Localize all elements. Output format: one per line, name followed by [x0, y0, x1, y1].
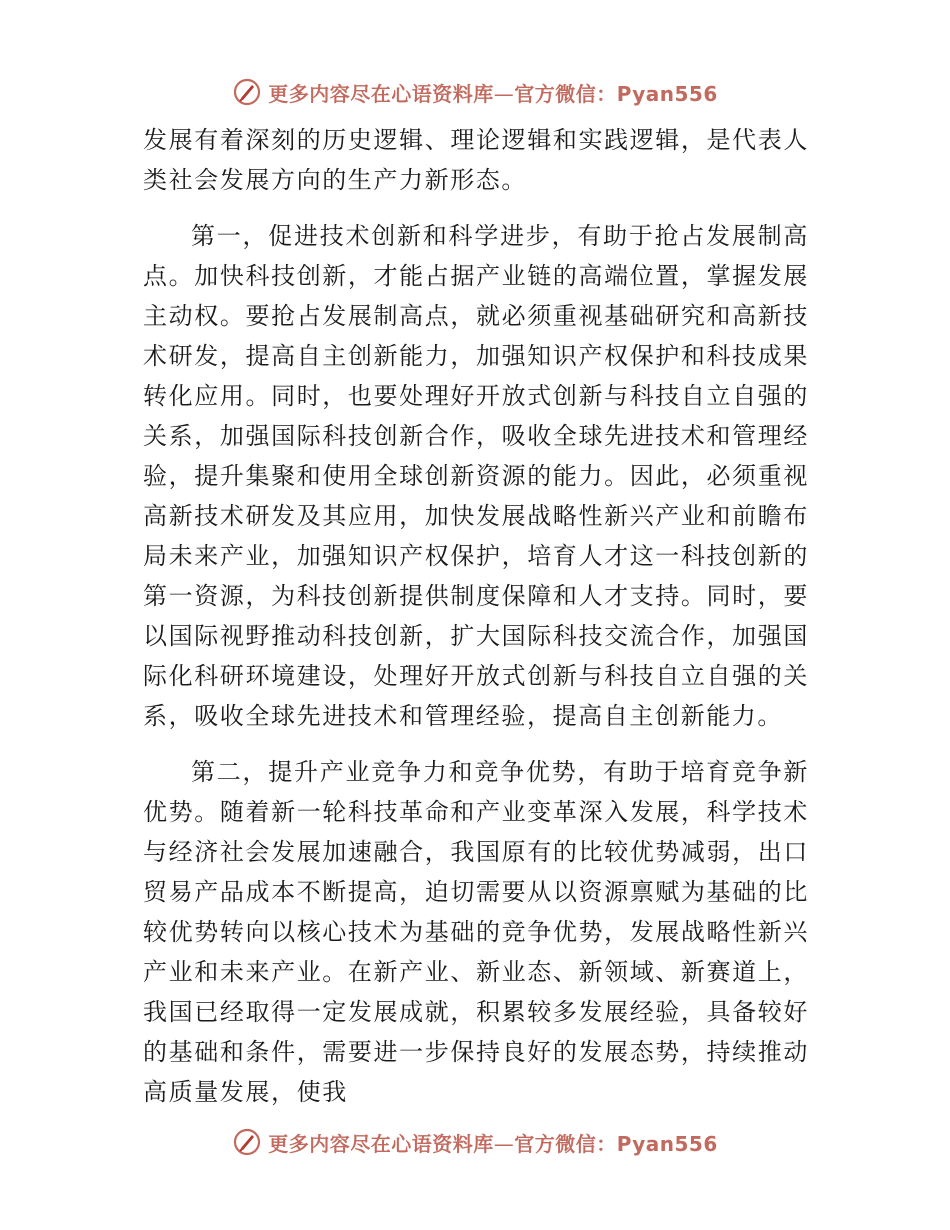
document-body — [143, 120, 809, 1112]
footer-banner-title: 更多内容尽在心语资料库 — [268, 1131, 494, 1156]
footer-watermark-banner — [0, 1122, 950, 1162]
quill-logo-icon — [232, 77, 262, 107]
paragraph-first-point: 第一，促进技术创新和科学进步，有助于抢占发展制高点。加快科技创新，才能占据产业链的高端位置，掌握发展主动权。要抢占发展制高点，就必须重视基础研究和高新技术研发，提高自主创新能力，加强知识产权保护和科技成果转化应用。同时，也要处理好开放式创新与科技自立自强的关系，加强国际科技创新合作，吸收全球先进技术和管理经验，提升集聚和使用全球创新资源的能力。因此，必须重视高新技术研发及其应用，加快发展战略性新兴产业和前瞻布局未来产业，加强知识产权保护，培育人才这一科技创新的第一资源，为科技创新提供制度保障和人才支持。同时，要以国际视野推动科技创新，扩大国际科技交流合作，加强国际化科研环境建设，处理好开放式创新与科技自立自强的关系，吸收全球先进技术和管理经验，提高自主创新能力。 — [143, 222, 809, 730]
header-banner-contact: 官方微信：Pyan556 — [514, 81, 718, 106]
footer-banner-contact: 官方微信：Pyan556 — [514, 1131, 718, 1156]
header-banner-title: 更多内容尽在心语资料库 — [268, 81, 494, 106]
quill-logo-icon — [232, 1127, 262, 1157]
paragraph-continuation: 发展有着深刻的历史逻辑、理论逻辑和实践逻辑，是代表人类社会发展方向的生产力新形态。 — [143, 126, 809, 194]
footer-banner-separator: — — [493, 1131, 515, 1156]
footer-watermark-text — [268, 1128, 718, 1157]
paragraph-second-point: 第二，提升产业竞争力和竞争优势，有助于培育竞争新优势。随着新一轮科技革命和产业变革深入发展，科学技术与经济社会发展加速融合，我国原有的比较优势减弱，出口贸易产品成本不断提高，迫切需要从以资源禀赋为基础的比较优势转向以核心技术为基础的竞争优势，发展战略性新兴产业和未来产业。在新产业、新业态、新领域、新赛道上，我国已经取得一定发展成就，积累较多发展经验，具备较好的基础和条件，需要进一步保持良好的发展态势，持续推动高质量发展，使我 — [143, 758, 809, 1106]
header-watermark-banner — [0, 72, 950, 112]
header-watermark-text — [268, 78, 718, 107]
header-banner-separator: — — [493, 81, 515, 106]
